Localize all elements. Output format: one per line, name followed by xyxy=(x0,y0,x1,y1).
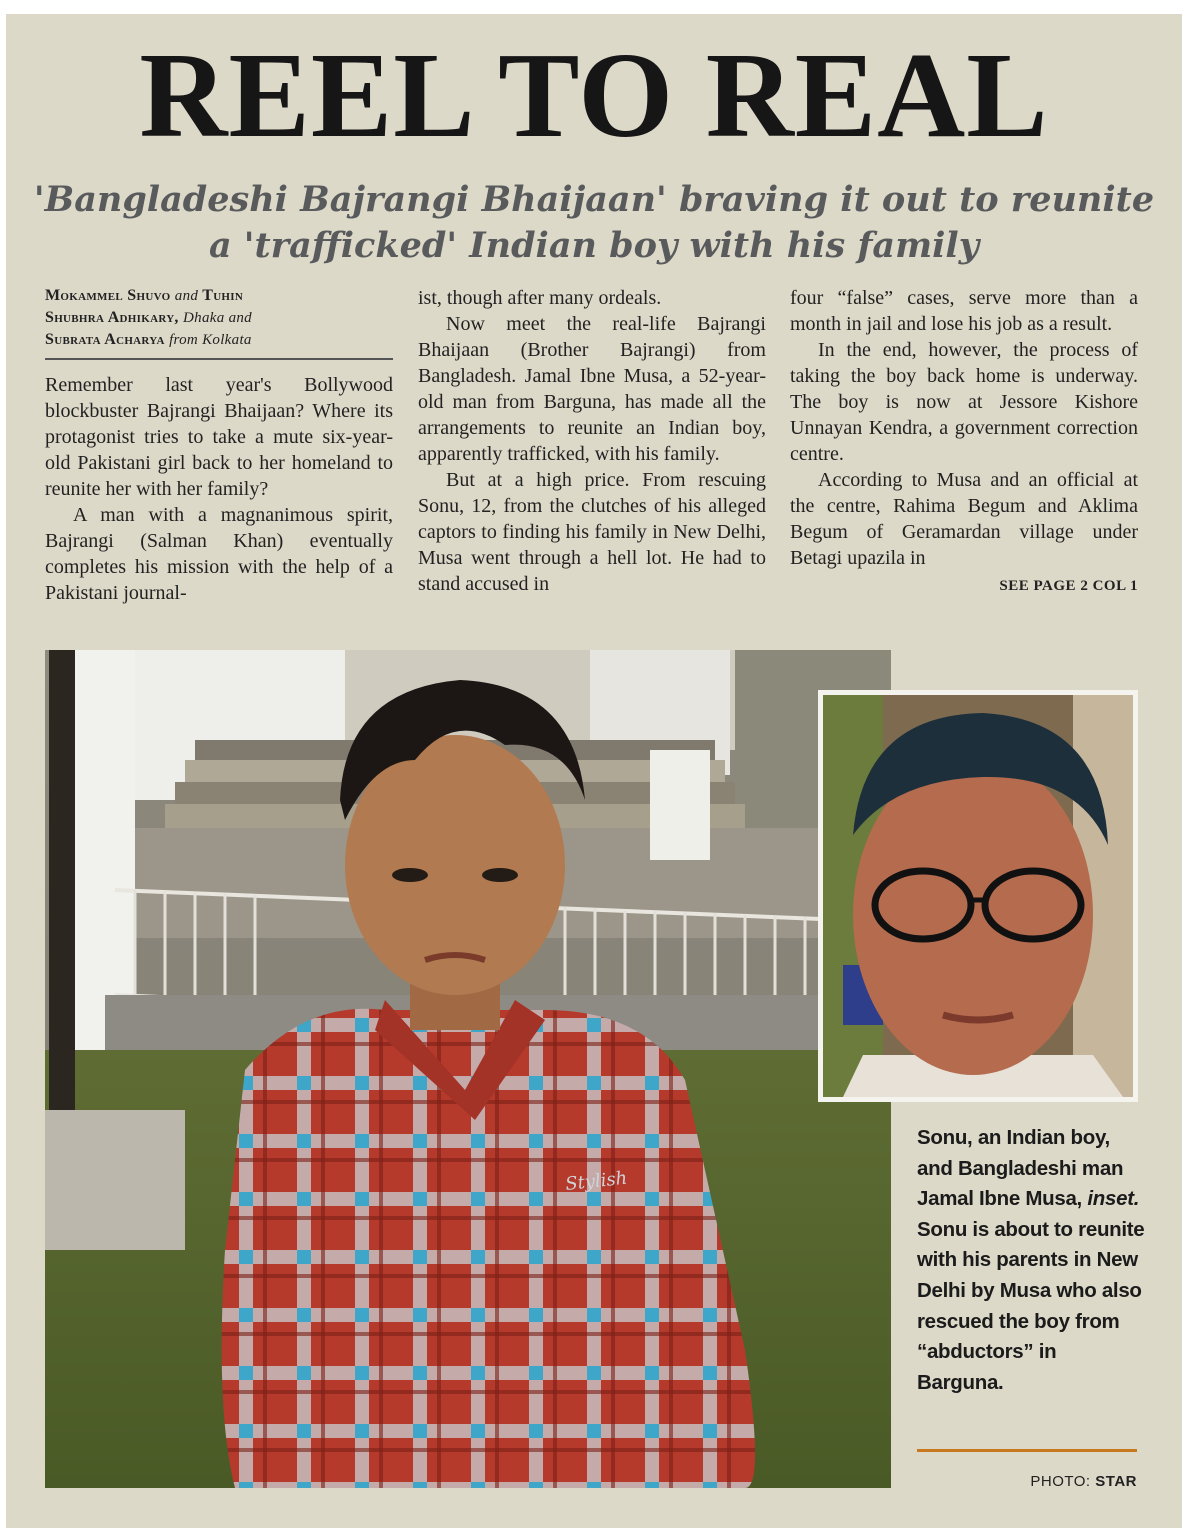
photo-caption xyxy=(917,1123,1147,1398)
byline-author-1: Mokammel Shuvo xyxy=(45,287,171,304)
boy-photo-illustration xyxy=(45,650,891,1488)
byline-place-2: from Kolkata xyxy=(169,332,252,348)
caption-text-2: Sonu is about to reunite with his parents in New Delhi by Musa who also rescued the boy from “abductors” in Barguna. xyxy=(917,1217,1145,1394)
paragraph-1: Remember last year's Bollywood blockbuster Bajrangi Bhaijaan? Where its protagonist tries to take a mute six-year-old Pakistani girl back to her homeland to reunite her with her family? xyxy=(45,374,393,500)
byline-author-2a: Tuhin xyxy=(202,287,244,304)
byline xyxy=(45,285,393,351)
inset-photo-musa xyxy=(818,690,1138,1102)
subheadline-line-1: 'Bangladeshi Bajrangi Bhaijaan' braving it out to reunite xyxy=(33,179,1155,220)
byline-author-2b: Shubhra Adhikary, xyxy=(45,309,179,326)
byline-place-1: Dhaka and xyxy=(183,310,252,326)
byline-author-3: Subrata Acharya xyxy=(45,331,165,348)
paragraph-6: According to Musa and an official at the centre, Rahima Begum and Aklima Begum of Geramardan village under Betagi upazila in xyxy=(790,469,1138,569)
article-column-1 xyxy=(45,285,393,606)
photo-credit-source: STAR xyxy=(1095,1473,1137,1490)
caption-inset-word: inset. xyxy=(1087,1187,1140,1211)
subheadline-line-2: a 'trafficked' Indian boy with his family xyxy=(208,225,980,266)
paragraph-2-continued: ist, though after many ordeals. xyxy=(418,287,662,309)
paragraph-3: Now meet the real-life Bajrangi Bhaijaan (Brother Bajrangi) from Bangladesh. Jamal Ibne Musa, a 52-year-old man from Barguna, has made all the arrangements to reunite an Indian boy, apparently trafficked, with his family. xyxy=(418,313,766,465)
paragraph-4: But at a high price. From rescuing Sonu, 12, from the clutches of his alleged captors to finding his family in New Delhi, Musa went through a hell lot. He had to stand accused in xyxy=(418,469,766,595)
caption-divider xyxy=(917,1449,1137,1452)
caption-text-1: Sonu, an Indian boy, and Bangladeshi man Jamal Ibne Musa, xyxy=(917,1126,1124,1211)
jump-line: SEE PAGE 2 COL 1 xyxy=(999,578,1138,594)
article-column-3 xyxy=(790,285,1138,599)
paragraph-2: A man with a magnanimous spirit, Bajrangi (Salman Khan) eventually completes his mission with the help of a Pakistani journal- xyxy=(45,504,393,604)
musa-portrait-illustration xyxy=(823,695,1133,1097)
paragraph-4-continued: four “false” cases, serve more than a month in jail and lose his job as a result. xyxy=(790,287,1138,335)
shirt-text: Stylish xyxy=(564,1167,629,1196)
photo-credit-label: PHOTO: xyxy=(1030,1473,1091,1490)
subheadline xyxy=(0,177,1188,269)
photo-credit xyxy=(917,1473,1137,1490)
paragraph-5: In the end, however, the process of taking the boy back home is underway. The boy is now at Jessore Kishore Unnayan Kendra, a government correction centre. xyxy=(790,339,1138,465)
byline-divider xyxy=(45,358,393,360)
article-column-2 xyxy=(418,285,766,597)
main-photo-boy xyxy=(45,650,891,1488)
headline: REEL TO REAL xyxy=(139,28,1049,163)
byline-and: and xyxy=(174,288,199,304)
